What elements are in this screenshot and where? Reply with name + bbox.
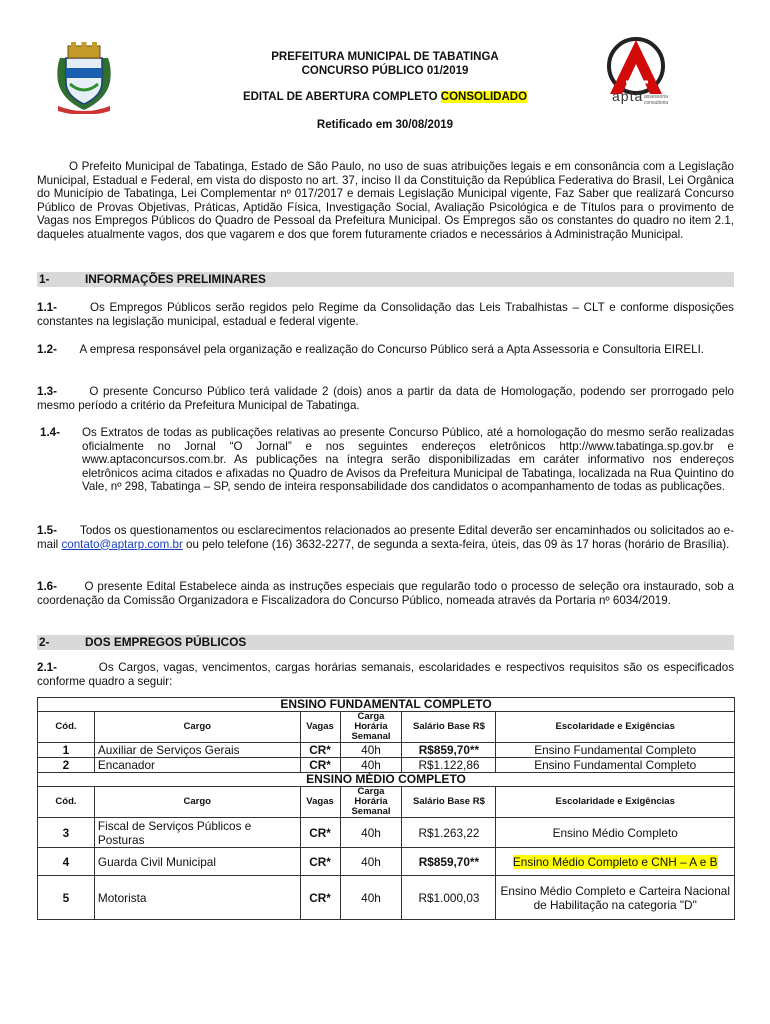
- section-2-number: 2-: [39, 635, 50, 649]
- row-carga: 40h: [340, 848, 402, 876]
- row-carga: 40h: [340, 743, 402, 758]
- header-title: PREFEITURA MUNICIPAL DE TABATINGA: [271, 51, 499, 63]
- table-row: [38, 758, 735, 773]
- item-1-5-number: 1.5-: [37, 524, 57, 537]
- row-salario: R$1.000,03: [402, 876, 496, 920]
- item-1-6-text: O presente Edital Estabelece ainda as instruções especiais que regularão todo o processo de seleção ora instaurado, sob a coordenação da Comissão Organizadora e Fiscalizadora do Concurso Público, nomeada através da Portaria nº 6034/2019.: [37, 580, 734, 607]
- row-carga: 40h: [340, 876, 402, 920]
- highlighted-consolidado: CONSOLIDADO: [440, 91, 528, 103]
- section-2-header: [37, 635, 734, 650]
- row-cargo: Guarda Civil Municipal: [94, 848, 300, 876]
- row-cod: 4: [38, 848, 95, 876]
- table-row: [38, 876, 735, 920]
- row-cod: 3: [38, 818, 95, 848]
- row-cargo: Auxiliar de Serviços Gerais: [94, 743, 300, 758]
- group-row-fundamental: [38, 698, 735, 712]
- item-1-1: [37, 301, 734, 328]
- row-cargo: Motorista: [94, 876, 300, 920]
- row-salario: R$859,70**: [402, 848, 496, 876]
- item-1-1-text: Os Empregos Públicos serão regidos pelo Regime da Consolidação das Leis Trabalhistas – CLT e conforme disposições constantes na legislação municipal, estadual e federal vigente.: [37, 301, 734, 328]
- item-1-2-text: A empresa responsável pela organização e realização do Concurso Público será a Apta Assessoria e Consultoria EIRELI.: [79, 343, 705, 356]
- jobs-table: [37, 697, 735, 920]
- table-row: [38, 818, 735, 848]
- item-1-5-text-b: ou pelo telefone (16) 3632-2277, de segunda a sexta-feira, úteis, das 09 às 17 horas (horário de Brasília).: [182, 537, 730, 551]
- section-2-title: DOS EMPREGOS PÚBLICOS: [85, 635, 247, 649]
- header-salario: Salário Base R$: [402, 712, 496, 743]
- section-1-header: [37, 272, 734, 287]
- intro-paragraph: [37, 160, 734, 242]
- item-1-5-text-a: Todos os questionamentos ou esclarecimentos relacionados ao presente Edital deverão ser encaminhados ou solicitados ao e-mail: [37, 524, 734, 551]
- header-salario: Salário Base R$: [402, 787, 496, 818]
- document-header: [160, 50, 610, 132]
- item-1-4-number: 1.4-: [40, 426, 60, 439]
- group-row-medio: [38, 773, 735, 787]
- item-1-1-number: 1.1-: [37, 301, 57, 314]
- section-1-number: 1-: [39, 272, 50, 286]
- table-row: [38, 848, 735, 876]
- row-cod: 5: [38, 876, 95, 920]
- row-escolaridade: Ensino Fundamental Completo: [496, 758, 735, 773]
- apta-logo-sub2: consultoria: [644, 100, 669, 106]
- apta-logo-icon: [596, 36, 678, 96]
- header-escolaridade: Escolaridade e Exigências: [496, 787, 735, 818]
- row-salario: R$1.122,86: [402, 758, 496, 773]
- row-vagas: CR*: [300, 758, 340, 773]
- row-escolaridade: Ensino Médio Completo: [496, 818, 735, 848]
- header-carga: Carga Horária Semanal: [340, 712, 402, 743]
- table-header-row: [38, 712, 735, 743]
- row-carga: 40h: [340, 818, 402, 848]
- table-row: [38, 743, 735, 758]
- item-1-3-number: 1.3-: [37, 385, 57, 398]
- table-header-row: [38, 787, 735, 818]
- row-salario: R$1.263,22: [402, 818, 496, 848]
- header-cod: Cód.: [38, 787, 95, 818]
- row-vagas: CR*: [300, 743, 340, 758]
- row-escolaridade: [496, 848, 735, 876]
- header-cargo: Cargo: [94, 712, 300, 743]
- item-2-1-text: Os Cargos, vagas, vencimentos, cargas horárias semanais, escolaridades e respectivos requisitos são os especificados conforme quadro a seguir:: [37, 661, 734, 688]
- row-vagas: CR*: [300, 848, 340, 876]
- item-1-4: [40, 426, 734, 494]
- header-retificado: Retificado em 30/08/2019: [316, 119, 454, 131]
- header-cod: Cód.: [38, 712, 95, 743]
- edital-title-text: EDITAL DE ABERTURA COMPLETO: [242, 91, 441, 103]
- row-vagas: CR*: [300, 818, 340, 848]
- item-1-6: [37, 580, 734, 607]
- group-fundamental-label: ENSINO FUNDAMENTAL COMPLETO: [38, 698, 735, 712]
- row-carga: 40h: [340, 758, 402, 773]
- intro-text: O Prefeito Municipal de Tabatinga, Estado de São Paulo, no uso de suas atribuições legais e em consonância com a Legislação Municipal, Estadual e Federal, em vista do disposto no art. 37, inciso II da Constituição da República Federativa do Brasil, Lei Orgânica do Município de Tabatinga, Lei Complementar nº 017/2017 e demais Legislação Municipal vigente, Faz Saber que realizará Concurso Público de Provas Objetivas, Práticas, Aptidão Física, Investigação Social, Avaliação Psicológica e de Títulos para o provimento de Vagas nos Empregos Públicos do Quadro de Pessoal da Prefeitura Municipal. Os Empregos são os constantes do quadro no item 2.1, daqueles atualmente vagos, dos que vagarem e dos que forem futuramente criados e necessários à Administração Municipal.: [37, 160, 734, 241]
- header-vagas: Vagas: [300, 787, 340, 818]
- item-1-3-text: O presente Concurso Público terá validade 2 (dois) anos a partir da data de Homologação, podendo ser prorrogado pelo mesmo período a critério da Prefeitura Municipal de Tabatinga.: [37, 385, 734, 412]
- apta-logo: [596, 36, 678, 114]
- apta-logo-word: apta: [612, 88, 644, 104]
- header-escolaridade: Escolaridade e Exigências: [496, 712, 735, 743]
- row-escolaridade: Ensino Fundamental Completo: [496, 743, 735, 758]
- apta-logo-sub1: assessoria: [644, 94, 668, 100]
- row-vagas: CR*: [300, 876, 340, 920]
- highlighted-escolaridade: Ensino Médio Completo e CNH – A e B: [512, 854, 718, 869]
- item-1-6-number: 1.6-: [37, 580, 57, 593]
- item-2-1: [37, 661, 734, 688]
- header-carga: Carga Horária Semanal: [340, 787, 402, 818]
- item-1-2: [37, 343, 734, 357]
- row-cod: 1: [38, 743, 95, 758]
- row-cargo: Encanador: [94, 758, 300, 773]
- header-subtitle: CONCURSO PÚBLICO 01/2019: [301, 65, 469, 77]
- municipal-crest-icon: [52, 38, 116, 114]
- header-edital-title: [160, 90, 610, 104]
- group-medio-label: ENSINO MÉDIO COMPLETO: [38, 773, 735, 787]
- section-1-title: INFORMAÇÕES PRELIMINARES: [85, 272, 266, 286]
- row-cargo: Fiscal de Serviços Públicos e Posturas: [94, 818, 300, 848]
- item-1-3: [37, 385, 734, 412]
- item-2-1-number: 2.1-: [37, 661, 57, 674]
- row-salario: R$859,70**: [402, 743, 496, 758]
- header-vagas: Vagas: [300, 712, 340, 743]
- row-escolaridade: Ensino Médio Completo e Carteira Nacional de Habilitação na categoria "D": [496, 876, 735, 920]
- item-1-4-text: Os Extratos de todas as publicações relativas ao presente Concurso Público, até a homologação do mesmo serão realizadas oficialmente no Jornal “O Jornal” e nos seguintes endereços eletrônicos http://www.tabatinga.sp.gov.br e www.aptaconcursos.com.br. As publicações na íntegra serão disponibilizadas em caráter informativo nos endereços eletrônicos acima citados e afixadas no Quadro de Avisos da Prefeitura Municipal de Tabatinga, localizada na Rua Quintino do Vale, nº 298, Tabatinga – SP, sendo de inteira responsabilidade dos candidatos o acompanhamento de todas as publicações.: [82, 426, 734, 494]
- item-1-5: [37, 524, 734, 551]
- contact-email-link[interactable]: contato@aptarp.com.br: [61, 537, 183, 551]
- row-cod: 2: [38, 758, 95, 773]
- header-cargo: Cargo: [94, 787, 300, 818]
- item-1-2-number: 1.2-: [37, 343, 57, 356]
